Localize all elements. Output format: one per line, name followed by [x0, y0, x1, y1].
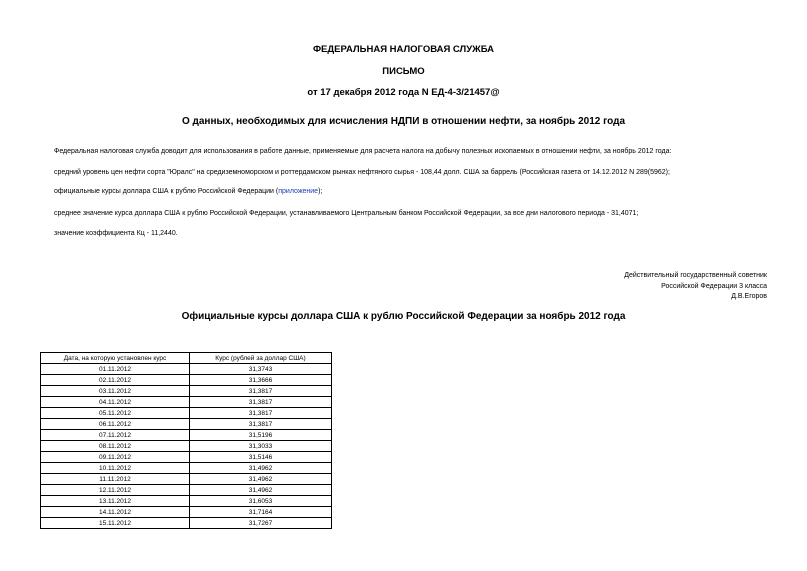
paragraph-coefficient: значение коэффициента Кц - 11,2440.: [54, 230, 178, 237]
cell-date: 10.11.2012: [41, 463, 190, 474]
paragraph-average-rate: среднее значение курса доллара США к рублю Российской Федерации, устанавливаемого Центральным банком Российской Федерации, за все дни налогового периода - 31,4071;: [54, 210, 639, 217]
table-header-row: [41, 353, 332, 364]
table-row: [41, 496, 332, 507]
cell-date: 14.11.2012: [41, 507, 190, 518]
table-row: [41, 474, 332, 485]
cell-date: 05.11.2012: [41, 408, 190, 419]
cell-date: 09.11.2012: [41, 452, 190, 463]
cell-rate: 31,7164: [190, 507, 332, 518]
cell-rate: 31,4962: [190, 485, 332, 496]
table-row: [41, 419, 332, 430]
cell-date: 07.11.2012: [41, 430, 190, 441]
cell-rate: 31,3817: [190, 397, 332, 408]
agency-title: ФЕДЕРАЛЬНАЯ НАЛОГОВАЯ СЛУЖБА: [312, 44, 495, 55]
cell-rate: 31,3666: [190, 375, 332, 386]
cell-rate: 31,5196: [190, 430, 332, 441]
cell-date: 11.11.2012: [41, 474, 190, 485]
cell-rate: 31,3817: [190, 408, 332, 419]
cell-rate: 31,5146: [190, 452, 332, 463]
cell-date: 08.11.2012: [41, 441, 190, 452]
table-row: [41, 375, 332, 386]
paragraph-oil-price: средний уровень цен нефти сорта "Юралс" на средиземноморском и роттердамском рынках нефтяного сырья - 108,44 долл. США за баррель (Российская газета от 14.12.2012 N 289(5962);: [54, 169, 670, 176]
cell-date: 15.11.2012: [41, 518, 190, 529]
table-row: [41, 364, 332, 375]
cell-date: 12.11.2012: [41, 485, 190, 496]
cell-date: 03.11.2012: [41, 386, 190, 397]
table-row: [41, 507, 332, 518]
table-row: [41, 518, 332, 529]
table-row: [41, 441, 332, 452]
table-title: Официальные курсы доллара США к рублю Российской Федерации за ноябрь 2012 года: [181, 311, 626, 322]
table-body: [41, 364, 332, 529]
cell-date: 01.11.2012: [41, 364, 190, 375]
cell-rate: 31,3743: [190, 364, 332, 375]
table-row: [41, 386, 332, 397]
cell-date: 13.11.2012: [41, 496, 190, 507]
table-row: [41, 430, 332, 441]
column-header-rate: Курс (рублей за доллар США): [190, 353, 332, 364]
column-header-date: Дата, на которую установлен курс: [41, 353, 190, 364]
cell-date: 06.11.2012: [41, 419, 190, 430]
cell-date: 02.11.2012: [41, 375, 190, 386]
cell-rate: 31,6053: [190, 496, 332, 507]
cell-rate: 31,7267: [190, 518, 332, 529]
signature-title: Действительный государственный советник: [624, 272, 767, 279]
exchange-rate-table: [40, 352, 332, 529]
table-row: [41, 397, 332, 408]
paragraph-intro: Федеральная налоговая служба доводит для использования в работе данные, применяемые для расчета налога на добычу полезных ископаемых в отношении нефти, за ноябрь 2012 года:: [54, 148, 672, 155]
cell-rate: 31,3817: [190, 419, 332, 430]
paragraph-exchange-rates-tail: );: [318, 188, 323, 195]
cell-rate: 31,3817: [190, 386, 332, 397]
table-row: [41, 408, 332, 419]
signature-rank: Российской Федерации 3 класса: [661, 282, 767, 290]
table-row: [41, 452, 332, 463]
cell-date: 04.11.2012: [41, 397, 190, 408]
table-row: [41, 485, 332, 496]
document-type: ПИСЬМО: [382, 66, 425, 77]
document-subject: О данных, необходимых для исчисления НДПИ в отношении нефти, за ноябрь 2012 года: [181, 116, 626, 127]
cell-rate: 31,4962: [190, 463, 332, 474]
appendix-link[interactable]: приложение: [278, 188, 319, 195]
table-row: [41, 463, 332, 474]
paragraph-exchange-rates-text: официальные курсы доллара США к рублю Российской Федерации (: [54, 188, 279, 195]
cell-rate: 31,4962: [190, 474, 332, 485]
paragraph-exchange-rates: [54, 188, 322, 195]
cell-rate: 31,3033: [190, 441, 332, 452]
signature-name: Д.В.Егоров: [731, 293, 767, 300]
document-reference: от 17 декабря 2012 года N ЕД-4-3/21457@: [307, 87, 500, 98]
signature-block: [624, 271, 767, 303]
